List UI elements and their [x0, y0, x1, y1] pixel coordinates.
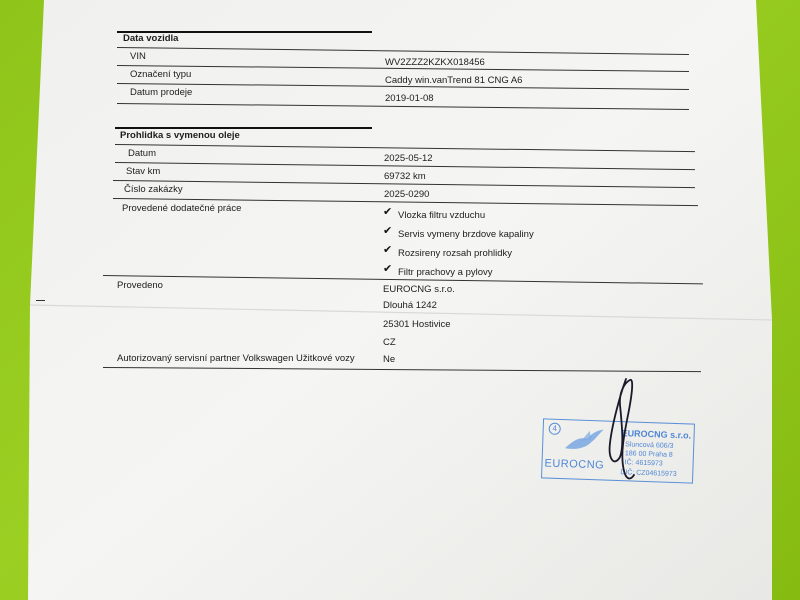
handwritten-signature [590, 375, 650, 485]
odometer-label: Stav km [126, 166, 161, 177]
stamp-logo-text: EUROCNG [544, 457, 605, 472]
vehicle-section-title: Data vozidla [123, 33, 179, 44]
checkmark-icon: ✔ [383, 262, 393, 275]
margin-mark [36, 300, 45, 301]
checkmark-icon: ✔ [383, 243, 393, 256]
order-number-label: Číslo zakázky [124, 184, 183, 195]
work-item: Rozsireny rozsah prohlidky [398, 248, 513, 259]
stamp-company: EUROCNG s.r.o. [621, 428, 692, 441]
inspection-section-title: Prohlidka s vymenou oleje [120, 130, 240, 141]
checkmark-icon: ✔ [383, 224, 393, 237]
performed-country: CZ [383, 337, 396, 348]
order-number-value: 2025-0290 [384, 189, 430, 200]
vin-value: WV2ZZZ2KZKX018456 [385, 57, 485, 68]
type-label: Označení typu [130, 69, 192, 80]
stamp-dic: DIČ: CZ04615973 [620, 469, 677, 479]
additional-works-label: Provedené dodatečné práce [122, 203, 242, 214]
vin-label: VIN [130, 51, 146, 62]
type-value: Caddy win.vanTrend 81 CNG A6 [385, 75, 523, 86]
performed-by-label: Provedeno [117, 280, 163, 291]
partner-label: Autorizovaný servisní partner Volkswagen Užitkové vozy [117, 353, 355, 364]
stamp-number: 4 [549, 423, 561, 435]
inspection-date-label: Datum [128, 148, 156, 159]
stamp-city: 186 00 Praha 8 [624, 450, 673, 459]
stamp-street: Sluncová 606/3 [625, 441, 674, 450]
performed-city: 25301 Hostivice [383, 319, 451, 330]
inspection-date-value: 2025-05-12 [384, 153, 433, 164]
checkmark-icon: ✔ [383, 205, 393, 218]
performed-company: EUROCNG s.r.o. [383, 284, 455, 295]
partner-value: Ne [383, 354, 396, 365]
sale-date-value: 2019-01-08 [385, 93, 434, 104]
performed-street: Dlouhá 1242 [383, 300, 437, 311]
stamp-ic: IČ: 4615973 [624, 459, 663, 468]
odometer-value: 69732 km [384, 171, 426, 182]
sale-date-label: Datum prodeje [130, 87, 193, 98]
work-item: Filtr prachovy a pylovy [398, 267, 493, 278]
work-item: Servis vymeny brzdove kapaliny [398, 229, 534, 240]
inspection-section-rule [115, 127, 372, 129]
work-item: Vlozka filtru vzduchu [398, 210, 486, 221]
